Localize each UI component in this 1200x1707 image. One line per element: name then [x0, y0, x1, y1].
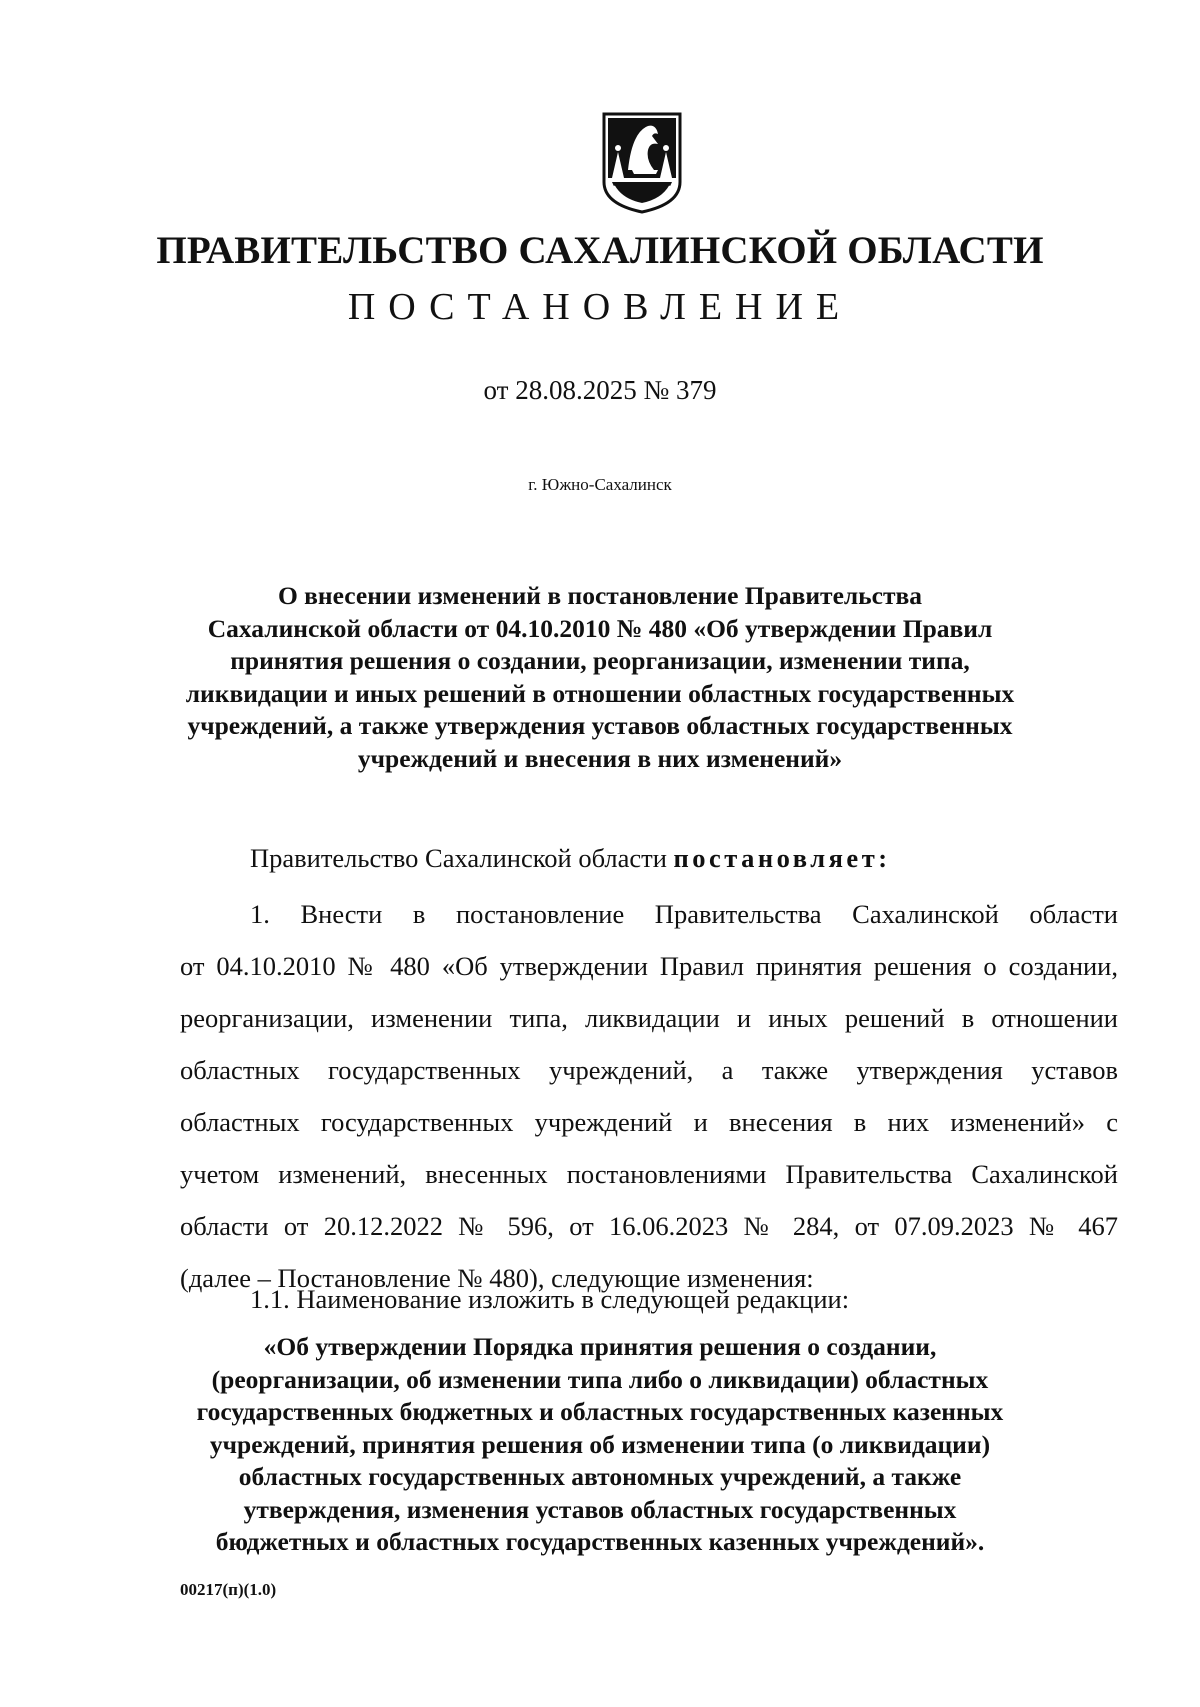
paragraph-line: области от 20.12.2022 № 596, от 16.06.2023 № 284, от 07.09.2023 № 467	[180, 1211, 1118, 1241]
paragraph-line: учетом изменений, внесенных постановлениями Правительства Сахалинской	[180, 1159, 1118, 1189]
subject-line: принятия решения о создании, реорганизации, изменении типа,	[230, 646, 970, 675]
new-name-line: «Об утверждении Порядка принятия решения о создании,	[263, 1332, 937, 1361]
new-name-line: государственных бюджетных и областных государственных казенных	[196, 1397, 1004, 1426]
paragraph-line: реорганизации, изменении типа, ликвидации и иных решений в отношении	[180, 1003, 1118, 1033]
subject-line: учреждений и внесения в них изменений»	[357, 743, 843, 773]
item-1-1-paragraph: 1.1. Наименование изложить в следующей редакции:	[250, 1284, 850, 1314]
new-name-quote	[150, 1331, 1050, 1559]
document-date-number: от 28.08.2025 № 379	[483, 375, 717, 405]
new-name-line: утверждения, изменения уставов областных государственных	[243, 1494, 957, 1524]
document-subject	[150, 580, 1050, 775]
item-1-paragraph	[180, 888, 1118, 1304]
document-type: ПОСТАНОВЛЕНИЕ	[347, 286, 853, 328]
paragraph-line: (далее – Постановление № 480), следующие изменения:	[180, 1263, 814, 1293]
form-code: 00217(п)(1.0)	[180, 1580, 277, 1599]
resolves-lead: Правительство Сахалинской области	[250, 843, 674, 873]
subject-line: Сахалинской области от 04.10.2010 № 480 «Об утверждении Правил	[207, 613, 993, 643]
paragraph-line: от 04.10.2010 № 480 «Об утверждении Правил принятия решения о создании,	[180, 951, 1118, 981]
subject-line: О внесении изменений в постановление Правительства	[277, 581, 923, 610]
paragraph-line: областных государственных учреждений и внесения в них изменений» с	[180, 1107, 1118, 1137]
subject-line: учреждений, а также утверждения уставов областных государственных	[187, 711, 1013, 740]
new-name-line: бюджетных и областных государственных казенных учреждений».	[215, 1527, 985, 1556]
new-name-line: (реорганизации, об изменении типа либо о ликвидации) областных	[211, 1364, 989, 1394]
subject-line: ликвидации и иных решений в отношении областных государственных	[185, 678, 1015, 708]
paragraph-line: 1. Внести в постановление Правительства Сахалинской области	[250, 899, 1118, 929]
sakhalin-coat-of-arms-icon	[598, 112, 686, 214]
resolves-paragraph	[250, 843, 891, 874]
new-name-line: областных государственных автономных учреждений, а также	[238, 1462, 962, 1491]
government-title: ПРАВИТЕЛЬСТВО САХАЛИНСКОЙ ОБЛАСТИ	[156, 229, 1044, 272]
resolves-keyword: постановляет:	[673, 843, 891, 873]
paragraph-line: областных государственных учреждений, а также утверждения уставов	[180, 1055, 1118, 1085]
new-name-line: учреждений, принятия решения об изменении типа (о ликвидации)	[209, 1429, 991, 1459]
document-city: г. Южно-Сахалинск	[528, 475, 672, 494]
